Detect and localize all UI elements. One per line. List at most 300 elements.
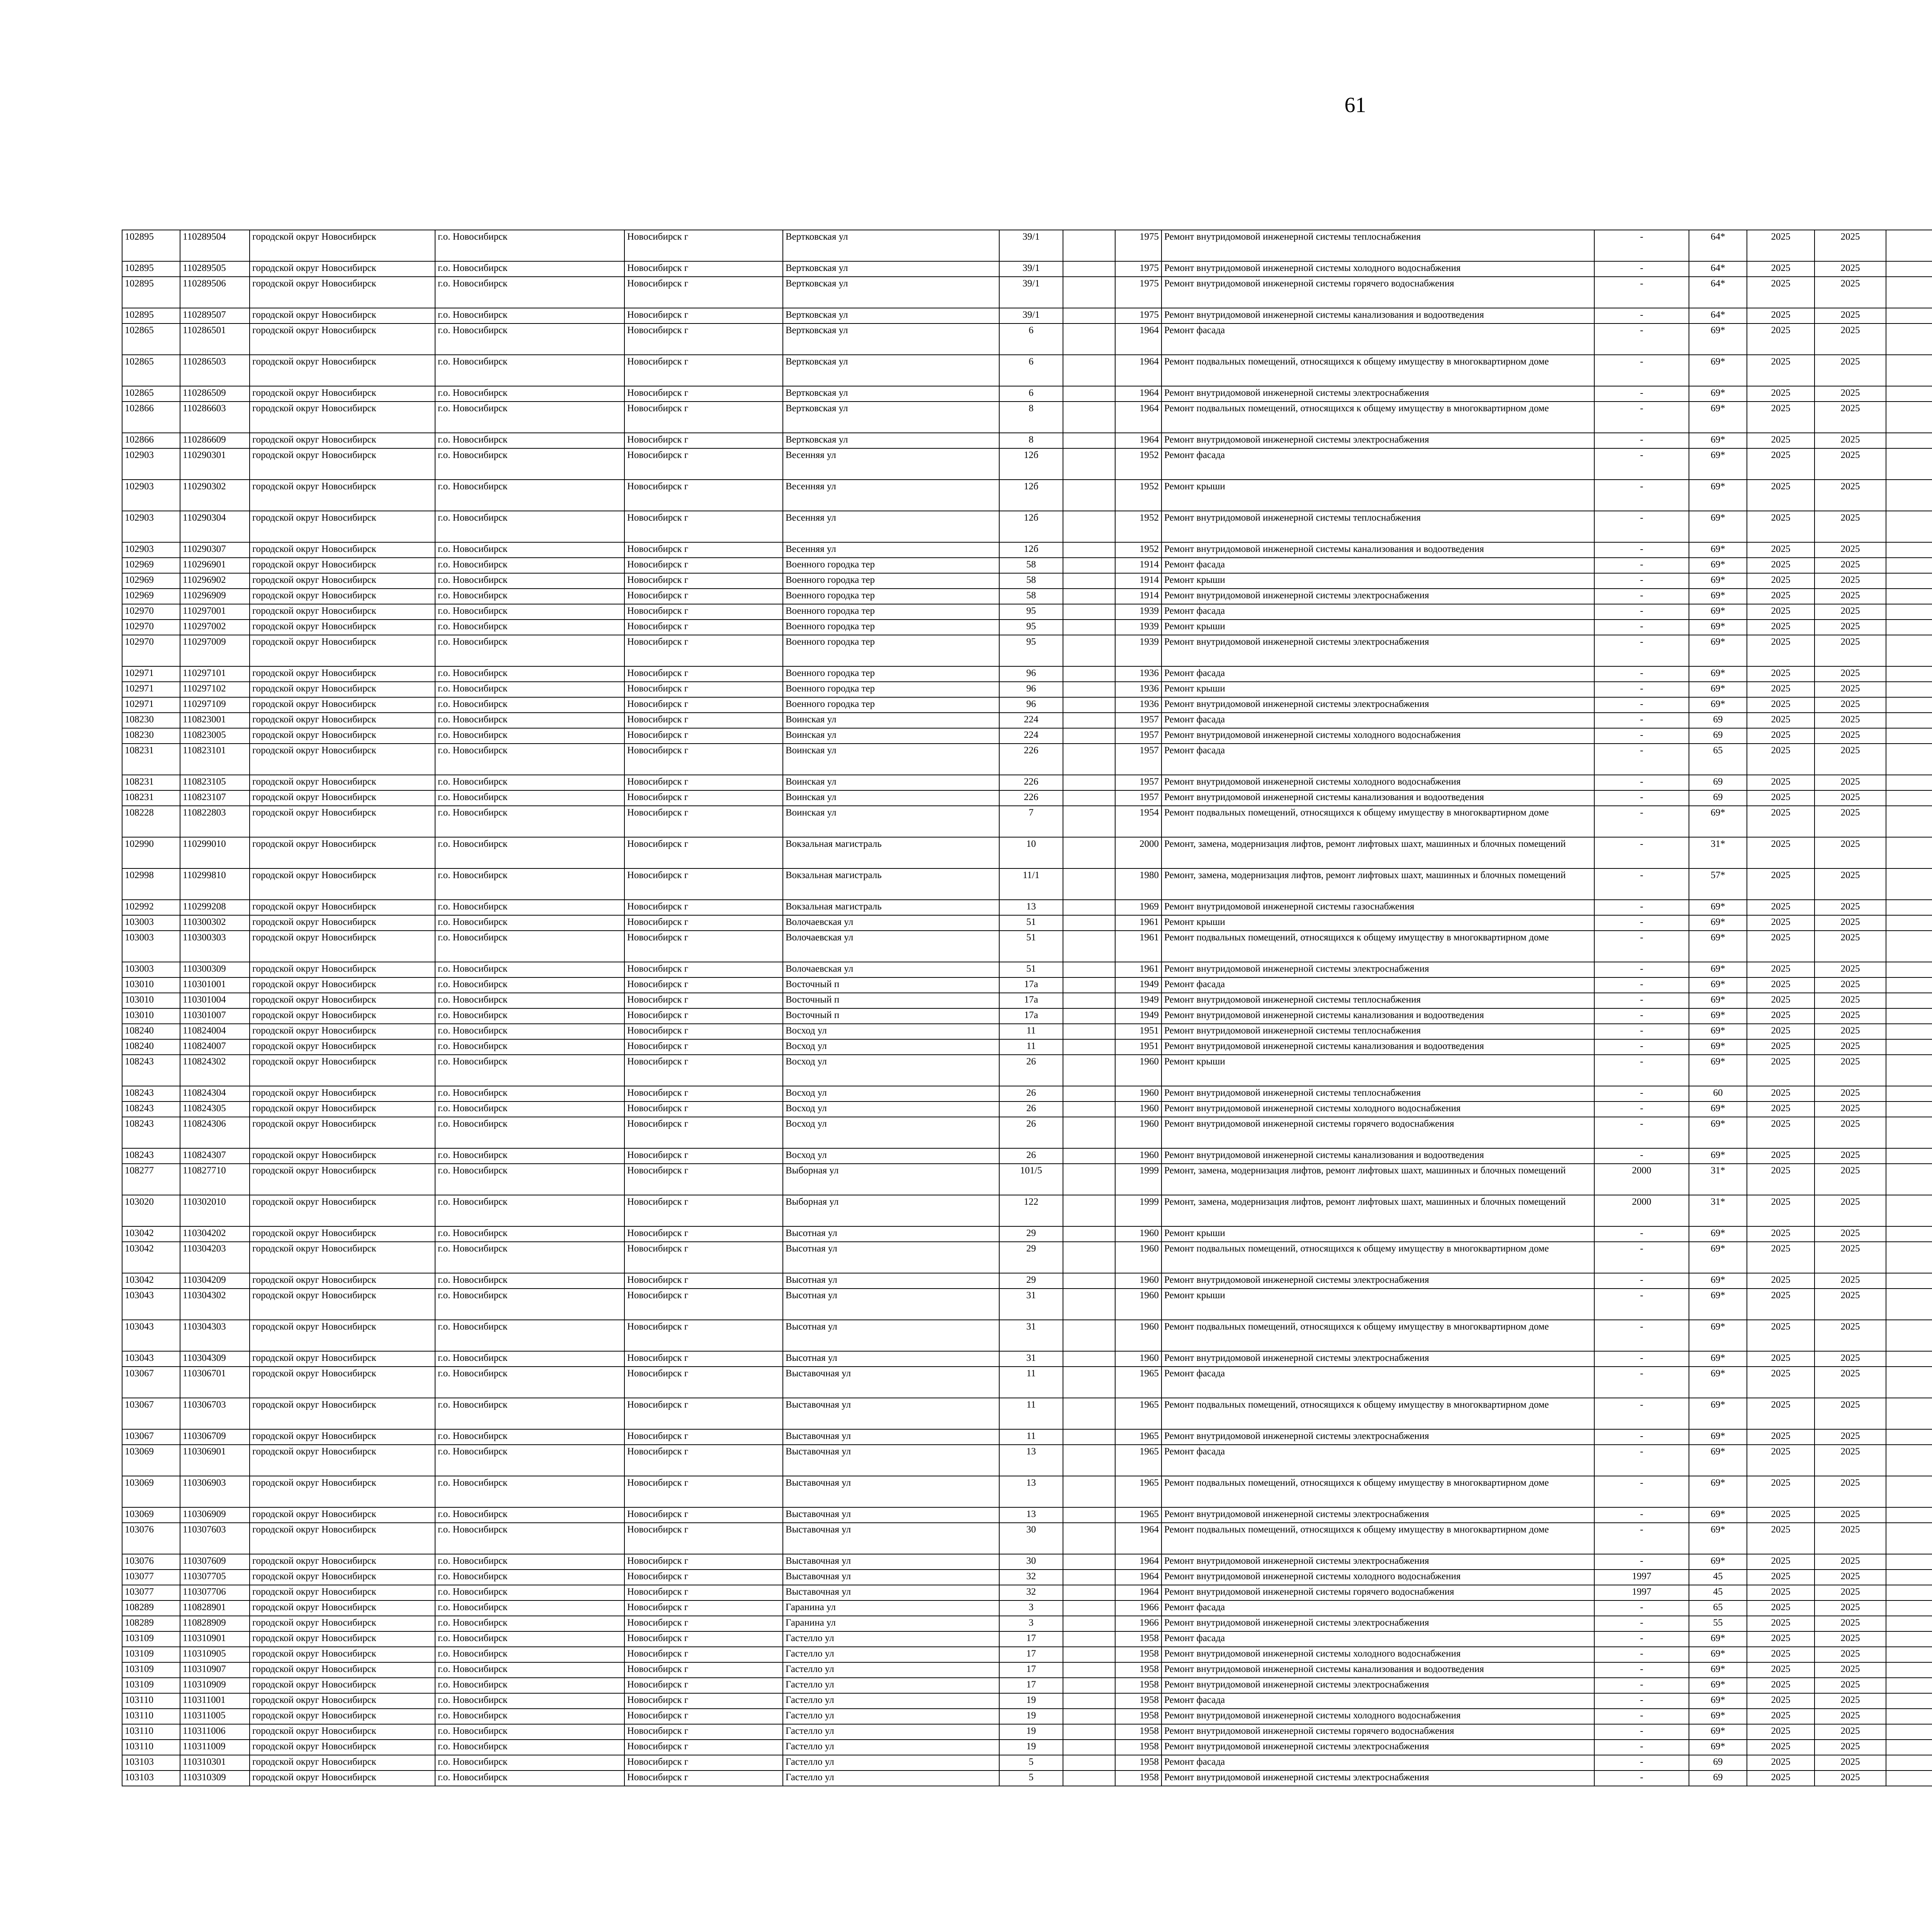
- build-year-cell: 1965: [1115, 1507, 1162, 1523]
- total-cost-cell: [1886, 1585, 1932, 1600]
- district-cell: г.о. Новосибирск: [435, 1024, 624, 1039]
- work-type-cell: Ремонт фасада: [1162, 1367, 1594, 1398]
- build-year-cell: 1965: [1115, 1476, 1162, 1507]
- city-cell: Новосибирск г: [624, 1242, 783, 1273]
- municipality-cell: городской округ Новосибирск: [250, 542, 435, 558]
- district-cell: г.о. Новосибирск: [435, 1429, 624, 1445]
- plan-year-start-cell: 2025: [1747, 1289, 1815, 1320]
- district-cell: г.о. Новосибирск: [435, 1693, 624, 1709]
- total-cost-cell: [1886, 323, 1932, 355]
- city-cell: Новосибирск г: [624, 402, 783, 433]
- street-cell: Выставочная ул: [783, 1367, 999, 1398]
- work-type-cell: Ремонт внутридомовой инженерной системы электроснабжения: [1162, 697, 1594, 713]
- building-cell: [1063, 1273, 1115, 1289]
- work-type-cell: Ремонт подвальных помещений, относящихся к общему имуществу в многоквартирном доме: [1162, 1398, 1594, 1429]
- total-cost-cell: [1886, 806, 1932, 837]
- last-repair-year-cell: -: [1594, 1507, 1689, 1523]
- work-type-cell: Ремонт фасада: [1162, 666, 1594, 682]
- last-repair-year-cell: -: [1594, 1102, 1689, 1117]
- plan-year-start-cell: 2025: [1747, 1367, 1815, 1398]
- work-type-cell: Ремонт внутридомовой инженерной системы электроснабжения: [1162, 1554, 1594, 1570]
- house-number-cell: 26: [999, 1117, 1063, 1148]
- table-row: [122, 713, 1932, 728]
- total-cost-cell: [1886, 993, 1932, 1008]
- last-repair-year-cell: -: [1594, 806, 1689, 837]
- street-cell: Выставочная ул: [783, 1429, 999, 1445]
- city-cell: Новосибирск г: [624, 1507, 783, 1523]
- district-cell: г.о. Новосибирск: [435, 744, 624, 775]
- municipality-cell: городской округ Новосибирск: [250, 1523, 435, 1554]
- table-row: [122, 1631, 1932, 1647]
- work-type-cell: Ремонт фасада: [1162, 448, 1594, 480]
- house-id-cell: 102903: [122, 480, 180, 511]
- last-repair-year-cell: -: [1594, 386, 1689, 402]
- municipality-cell: городской округ Новосибирск: [250, 1740, 435, 1755]
- table-row: [122, 1273, 1932, 1289]
- build-year-cell: 1999: [1115, 1195, 1162, 1226]
- building-cell: [1063, 1055, 1115, 1086]
- wear-percent-cell: 69*: [1689, 511, 1747, 542]
- city-cell: Новосибирск г: [624, 837, 783, 868]
- municipality-cell: городской округ Новосибирск: [250, 1678, 435, 1693]
- plan-year-end-cell: 2025: [1815, 1445, 1886, 1476]
- plan-year-end-cell: 2025: [1815, 1055, 1886, 1086]
- plan-year-start-cell: 2025: [1747, 433, 1815, 448]
- total-cost-cell: [1886, 1148, 1932, 1164]
- total-cost-cell: [1886, 1600, 1932, 1616]
- table-row: [122, 261, 1932, 277]
- building-cell: [1063, 1554, 1115, 1570]
- city-cell: Новосибирск г: [624, 1647, 783, 1662]
- street-cell: Высотная ул: [783, 1242, 999, 1273]
- house-id-cell: 108243: [122, 1102, 180, 1117]
- city-cell: Новосибирск г: [624, 682, 783, 697]
- wear-percent-cell: 69*: [1689, 1740, 1747, 1755]
- street-cell: Военного городка тер: [783, 620, 999, 635]
- plan-year-start-cell: 2025: [1747, 744, 1815, 775]
- wear-percent-cell: 69*: [1689, 697, 1747, 713]
- street-cell: Гастелло ул: [783, 1740, 999, 1755]
- last-repair-year-cell: -: [1594, 775, 1689, 790]
- table-row: [122, 1771, 1932, 1786]
- work-id-cell: 110304209: [180, 1273, 250, 1289]
- total-cost-cell: [1886, 230, 1932, 261]
- district-cell: г.о. Новосибирск: [435, 589, 624, 604]
- city-cell: Новосибирск г: [624, 1662, 783, 1678]
- work-id-cell: 110824306: [180, 1117, 250, 1148]
- street-cell: Выставочная ул: [783, 1398, 999, 1429]
- house-number-cell: 11: [999, 1039, 1063, 1055]
- house-id-cell: 108240: [122, 1024, 180, 1039]
- district-cell: г.о. Новосибирск: [435, 1117, 624, 1148]
- wear-percent-cell: 69: [1689, 1771, 1747, 1786]
- building-cell: [1063, 837, 1115, 868]
- house-number-cell: 13: [999, 1476, 1063, 1507]
- work-id-cell: 110310907: [180, 1662, 250, 1678]
- build-year-cell: 1965: [1115, 1398, 1162, 1429]
- wear-percent-cell: 69*: [1689, 962, 1747, 977]
- city-cell: Новосибирск г: [624, 900, 783, 915]
- street-cell: Волочаевская ул: [783, 962, 999, 977]
- house-id-cell: 102865: [122, 386, 180, 402]
- plan-year-start-cell: 2025: [1747, 604, 1815, 620]
- building-cell: [1063, 962, 1115, 977]
- district-cell: г.о. Новосибирск: [435, 1008, 624, 1024]
- house-number-cell: 39/1: [999, 261, 1063, 277]
- building-cell: [1063, 1289, 1115, 1320]
- district-cell: г.о. Новосибирск: [435, 931, 624, 962]
- building-cell: [1063, 806, 1115, 837]
- plan-year-start-cell: 2025: [1747, 448, 1815, 480]
- work-type-cell: Ремонт внутридомовой инженерной системы канализования и водоотведения: [1162, 1039, 1594, 1055]
- table-row: [122, 1117, 1932, 1148]
- house-id-cell: 103110: [122, 1724, 180, 1740]
- table-row: [122, 1445, 1932, 1476]
- table-row: [122, 868, 1932, 900]
- work-type-cell: Ремонт внутридомовой инженерной системы холодного водоснабжения: [1162, 728, 1594, 744]
- plan-year-start-cell: 2025: [1747, 775, 1815, 790]
- district-cell: г.о. Новосибирск: [435, 1242, 624, 1273]
- district-cell: г.о. Новосибирск: [435, 1195, 624, 1226]
- municipality-cell: городской округ Новосибирск: [250, 448, 435, 480]
- plan-year-start-cell: 2025: [1747, 900, 1815, 915]
- plan-year-start-cell: 2025: [1747, 915, 1815, 931]
- building-cell: [1063, 1367, 1115, 1398]
- build-year-cell: 1960: [1115, 1242, 1162, 1273]
- plan-year-start-cell: 2025: [1747, 1055, 1815, 1086]
- street-cell: Весенняя ул: [783, 480, 999, 511]
- total-cost-cell: [1886, 604, 1932, 620]
- house-number-cell: 11/1: [999, 868, 1063, 900]
- total-cost-cell: [1886, 589, 1932, 604]
- wear-percent-cell: 69*: [1689, 1445, 1747, 1476]
- wear-percent-cell: 69*: [1689, 1647, 1747, 1662]
- house-number-cell: 19: [999, 1724, 1063, 1740]
- municipality-cell: городской округ Новосибирск: [250, 1570, 435, 1585]
- wear-percent-cell: 69*: [1689, 1476, 1747, 1507]
- building-cell: [1063, 790, 1115, 806]
- house-number-cell: 13: [999, 1445, 1063, 1476]
- total-cost-cell: [1886, 448, 1932, 480]
- house-id-cell: 103010: [122, 993, 180, 1008]
- street-cell: Восход ул: [783, 1117, 999, 1148]
- total-cost-cell: [1886, 1693, 1932, 1709]
- plan-year-end-cell: 2025: [1815, 1693, 1886, 1709]
- total-cost-cell: [1886, 666, 1932, 682]
- total-cost-cell: [1886, 744, 1932, 775]
- house-id-cell: 108289: [122, 1616, 180, 1631]
- house-number-cell: 19: [999, 1740, 1063, 1755]
- city-cell: Новосибирск г: [624, 1086, 783, 1102]
- municipality-cell: городской округ Новосибирск: [250, 931, 435, 962]
- build-year-cell: 1958: [1115, 1709, 1162, 1724]
- wear-percent-cell: 69*: [1689, 604, 1747, 620]
- table-row: [122, 1678, 1932, 1693]
- plan-year-end-cell: 2025: [1815, 728, 1886, 744]
- work-type-cell: Ремонт внутридомовой инженерной системы канализования и водоотведения: [1162, 308, 1594, 323]
- building-cell: [1063, 1086, 1115, 1102]
- wear-percent-cell: 69*: [1689, 1024, 1747, 1039]
- building-cell: [1063, 1693, 1115, 1709]
- district-cell: г.о. Новосибирск: [435, 1351, 624, 1367]
- work-type-cell: Ремонт внутридомовой инженерной системы канализования и водоотведения: [1162, 1008, 1594, 1024]
- house-number-cell: 224: [999, 713, 1063, 728]
- work-id-cell: 110301001: [180, 977, 250, 993]
- district-cell: г.о. Новосибирск: [435, 977, 624, 993]
- district-cell: г.о. Новосибирск: [435, 277, 624, 308]
- building-cell: [1063, 1164, 1115, 1195]
- work-type-cell: Ремонт внутридомовой инженерной системы холодного водоснабжения: [1162, 1102, 1594, 1117]
- total-cost-cell: [1886, 511, 1932, 542]
- build-year-cell: 1960: [1115, 1289, 1162, 1320]
- work-id-cell: 110304203: [180, 1242, 250, 1273]
- plan-year-start-cell: 2025: [1747, 713, 1815, 728]
- street-cell: Восход ул: [783, 1148, 999, 1164]
- table-row: [122, 448, 1932, 480]
- table-row: [122, 542, 1932, 558]
- work-id-cell: 110307705: [180, 1570, 250, 1585]
- last-repair-year-cell: -: [1594, 620, 1689, 635]
- street-cell: Выставочная ул: [783, 1476, 999, 1507]
- plan-year-start-cell: 2025: [1747, 1678, 1815, 1693]
- build-year-cell: 1964: [1115, 1523, 1162, 1554]
- work-id-cell: 110310901: [180, 1631, 250, 1647]
- municipality-cell: городской округ Новосибирск: [250, 323, 435, 355]
- city-cell: Новосибирск г: [624, 480, 783, 511]
- total-cost-cell: [1886, 1647, 1932, 1662]
- house-id-cell: 102969: [122, 573, 180, 589]
- total-cost-cell: [1886, 1429, 1932, 1445]
- total-cost-cell: [1886, 682, 1932, 697]
- plan-year-end-cell: 2025: [1815, 900, 1886, 915]
- house-number-cell: 31: [999, 1351, 1063, 1367]
- wear-percent-cell: 69*: [1689, 1678, 1747, 1693]
- build-year-cell: 1964: [1115, 1585, 1162, 1600]
- street-cell: Весенняя ул: [783, 448, 999, 480]
- house-id-cell: 108240: [122, 1039, 180, 1055]
- district-cell: г.о. Новосибирск: [435, 355, 624, 386]
- municipality-cell: городской округ Новосибирск: [250, 355, 435, 386]
- house-id-cell: 102970: [122, 620, 180, 635]
- work-type-cell: Ремонт внутридомовой инженерной системы горячего водоснабжения: [1162, 277, 1594, 308]
- city-cell: Новосибирск г: [624, 728, 783, 744]
- work-type-cell: Ремонт внутридомовой инженерной системы электроснабжения: [1162, 1678, 1594, 1693]
- city-cell: Новосибирск г: [624, 1351, 783, 1367]
- plan-year-start-cell: 2025: [1747, 1523, 1815, 1554]
- district-cell: г.о. Новосибирск: [435, 713, 624, 728]
- municipality-cell: городской округ Новосибирск: [250, 1164, 435, 1195]
- plan-year-start-cell: 2025: [1747, 542, 1815, 558]
- street-cell: Вертковская ул: [783, 433, 999, 448]
- total-cost-cell: [1886, 1055, 1932, 1086]
- total-cost-cell: [1886, 1039, 1932, 1055]
- house-id-cell: 103067: [122, 1367, 180, 1398]
- wear-percent-cell: 69*: [1689, 1289, 1747, 1320]
- building-cell: [1063, 402, 1115, 433]
- district-cell: г.о. Новосибирск: [435, 620, 624, 635]
- house-number-cell: 96: [999, 682, 1063, 697]
- house-id-cell: 102895: [122, 308, 180, 323]
- work-id-cell: 110289505: [180, 261, 250, 277]
- house-id-cell: 103003: [122, 962, 180, 977]
- plan-year-end-cell: 2025: [1815, 1242, 1886, 1273]
- last-repair-year-cell: -: [1594, 1600, 1689, 1616]
- work-type-cell: Ремонт подвальных помещений, относящихся к общему имуществу в многоквартирном доме: [1162, 1242, 1594, 1273]
- house-id-cell: 102971: [122, 666, 180, 682]
- house-number-cell: 11: [999, 1367, 1063, 1398]
- wear-percent-cell: 69*: [1689, 666, 1747, 682]
- street-cell: Высотная ул: [783, 1320, 999, 1351]
- wear-percent-cell: 69*: [1689, 1724, 1747, 1740]
- building-cell: [1063, 1351, 1115, 1367]
- plan-year-start-cell: 2025: [1747, 620, 1815, 635]
- house-id-cell: 102903: [122, 542, 180, 558]
- last-repair-year-cell: -: [1594, 1709, 1689, 1724]
- street-cell: Восход ул: [783, 1039, 999, 1055]
- work-id-cell: 110306701: [180, 1367, 250, 1398]
- city-cell: Новосибирск г: [624, 433, 783, 448]
- plan-year-start-cell: 2025: [1747, 1024, 1815, 1039]
- district-cell: г.о. Новосибирск: [435, 261, 624, 277]
- build-year-cell: 1964: [1115, 402, 1162, 433]
- building-cell: [1063, 744, 1115, 775]
- street-cell: Весенняя ул: [783, 542, 999, 558]
- work-id-cell: 110304202: [180, 1226, 250, 1242]
- municipality-cell: городской округ Новосибирск: [250, 635, 435, 666]
- plan-year-start-cell: 2025: [1747, 480, 1815, 511]
- municipality-cell: городской округ Новосибирск: [250, 1289, 435, 1320]
- plan-year-start-cell: 2025: [1747, 806, 1815, 837]
- house-id-cell: 102992: [122, 900, 180, 915]
- building-cell: [1063, 1585, 1115, 1600]
- work-id-cell: 110310905: [180, 1647, 250, 1662]
- plan-year-end-cell: 2025: [1815, 542, 1886, 558]
- table-row: [122, 1242, 1932, 1273]
- street-cell: Высотная ул: [783, 1351, 999, 1367]
- table-row: [122, 682, 1932, 697]
- house-id-cell: 103110: [122, 1709, 180, 1724]
- city-cell: Новосибирск г: [624, 962, 783, 977]
- district-cell: г.о. Новосибирск: [435, 1148, 624, 1164]
- plan-year-start-cell: 2025: [1747, 1570, 1815, 1585]
- work-id-cell: 110297102: [180, 682, 250, 697]
- table-row: [122, 1724, 1932, 1740]
- wear-percent-cell: 69*: [1689, 1693, 1747, 1709]
- house-id-cell: 103069: [122, 1507, 180, 1523]
- plan-year-start-cell: 2025: [1747, 1554, 1815, 1570]
- city-cell: Новосибирск г: [624, 230, 783, 261]
- house-id-cell: 103043: [122, 1289, 180, 1320]
- city-cell: Новосибирск г: [624, 573, 783, 589]
- house-id-cell: 103110: [122, 1740, 180, 1755]
- wear-percent-cell: 69*: [1689, 1242, 1747, 1273]
- house-number-cell: 13: [999, 1507, 1063, 1523]
- city-cell: Новосибирск г: [624, 1164, 783, 1195]
- work-id-cell: 110824305: [180, 1102, 250, 1117]
- house-number-cell: 31: [999, 1289, 1063, 1320]
- table-row: [122, 931, 1932, 962]
- work-id-cell: 110304302: [180, 1289, 250, 1320]
- table-row: [122, 480, 1932, 511]
- city-cell: Новосибирск г: [624, 308, 783, 323]
- plan-year-end-cell: 2025: [1815, 977, 1886, 993]
- build-year-cell: 1960: [1115, 1351, 1162, 1367]
- street-cell: Гаранина ул: [783, 1616, 999, 1631]
- municipality-cell: городской округ Новосибирск: [250, 1273, 435, 1289]
- build-year-cell: 1965: [1115, 1445, 1162, 1476]
- plan-year-end-cell: 2025: [1815, 1647, 1886, 1662]
- last-repair-year-cell: -: [1594, 1086, 1689, 1102]
- build-year-cell: 1961: [1115, 915, 1162, 931]
- build-year-cell: 1960: [1115, 1226, 1162, 1242]
- building-cell: [1063, 1008, 1115, 1024]
- house-number-cell: 95: [999, 604, 1063, 620]
- street-cell: Гастелло ул: [783, 1662, 999, 1678]
- table-row: [122, 993, 1932, 1008]
- work-id-cell: 110823001: [180, 713, 250, 728]
- last-repair-year-cell: -: [1594, 1024, 1689, 1039]
- municipality-cell: городской округ Новосибирск: [250, 1445, 435, 1476]
- building-cell: [1063, 1117, 1115, 1148]
- district-cell: г.о. Новосибирск: [435, 1709, 624, 1724]
- city-cell: Новосибирск г: [624, 620, 783, 635]
- building-cell: [1063, 1398, 1115, 1429]
- city-cell: Новосибирск г: [624, 1523, 783, 1554]
- last-repair-year-cell: -: [1594, 1724, 1689, 1740]
- last-repair-year-cell: 1997: [1594, 1570, 1689, 1585]
- house-number-cell: 13: [999, 900, 1063, 915]
- municipality-cell: городской округ Новосибирск: [250, 775, 435, 790]
- building-cell: [1063, 931, 1115, 962]
- plan-year-start-cell: 2025: [1747, 1148, 1815, 1164]
- municipality-cell: городской округ Новосибирск: [250, 589, 435, 604]
- district-cell: г.о. Новосибирск: [435, 558, 624, 573]
- house-number-cell: 51: [999, 931, 1063, 962]
- total-cost-cell: [1886, 308, 1932, 323]
- build-year-cell: 1914: [1115, 589, 1162, 604]
- district-cell: г.о. Новосибирск: [435, 1616, 624, 1631]
- build-year-cell: 1958: [1115, 1662, 1162, 1678]
- last-repair-year-cell: -: [1594, 1398, 1689, 1429]
- plan-year-start-cell: 2025: [1747, 402, 1815, 433]
- street-cell: Вертковская ул: [783, 261, 999, 277]
- work-type-cell: Ремонт внутридомовой инженерной системы электроснабжения: [1162, 386, 1594, 402]
- work-id-cell: 110301007: [180, 1008, 250, 1024]
- street-cell: Военного городка тер: [783, 589, 999, 604]
- house-number-cell: 12б: [999, 511, 1063, 542]
- house-id-cell: 103010: [122, 1008, 180, 1024]
- work-id-cell: 110289506: [180, 277, 250, 308]
- wear-percent-cell: 55: [1689, 1616, 1747, 1631]
- work-id-cell: 110300302: [180, 915, 250, 931]
- table-row: [122, 1662, 1932, 1678]
- build-year-cell: 1954: [1115, 806, 1162, 837]
- plan-year-end-cell: 2025: [1815, 261, 1886, 277]
- build-year-cell: 1960: [1115, 1055, 1162, 1086]
- build-year-cell: 1951: [1115, 1039, 1162, 1055]
- plan-year-start-cell: 2025: [1747, 230, 1815, 261]
- plan-year-end-cell: 2025: [1815, 1164, 1886, 1195]
- municipality-cell: городской округ Новосибирск: [250, 230, 435, 261]
- plan-year-end-cell: 2025: [1815, 1740, 1886, 1755]
- work-type-cell: Ремонт крыши: [1162, 573, 1594, 589]
- total-cost-cell: [1886, 900, 1932, 915]
- district-cell: г.о. Новосибирск: [435, 1755, 624, 1771]
- total-cost-cell: [1886, 1523, 1932, 1554]
- district-cell: г.о. Новосибирск: [435, 1600, 624, 1616]
- plan-year-start-cell: 2025: [1747, 1008, 1815, 1024]
- plan-year-end-cell: 2025: [1815, 1117, 1886, 1148]
